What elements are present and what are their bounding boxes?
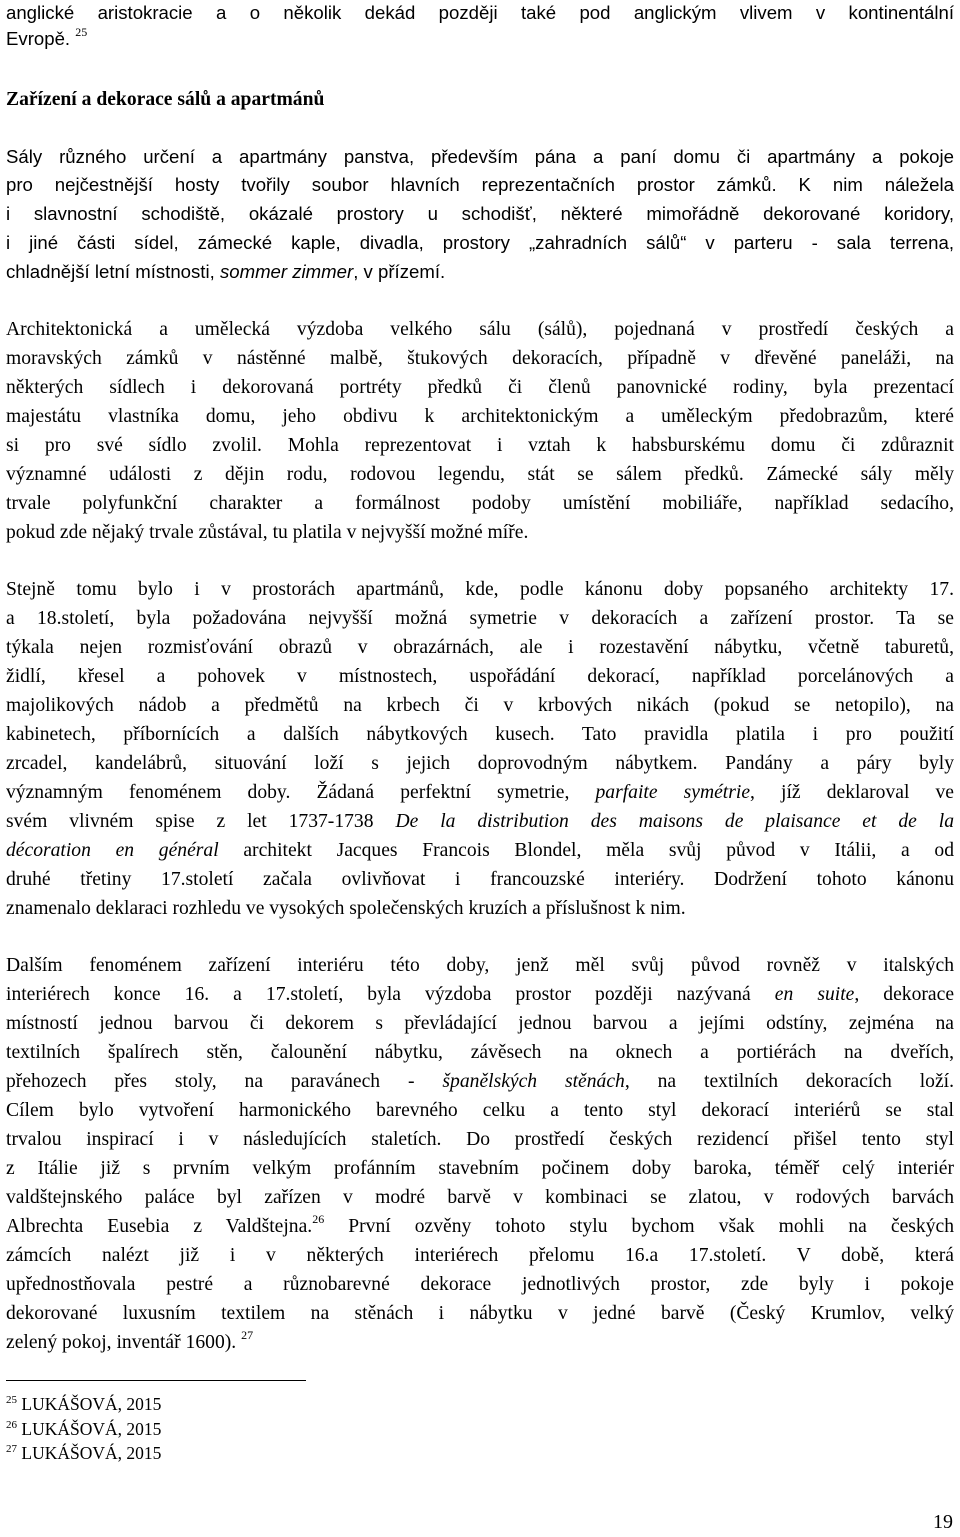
italic-title: décoration en général — [6, 840, 219, 861]
text-line: i slavnostní schodiště, okázalé prostory u schodišť, některé mimořádně dekorované koridory, — [6, 203, 954, 224]
text-line: kabinetech, příbornících a dalších nábytkových kusech. Tato pravidla platila i pro použití — [6, 724, 954, 745]
text-line: textilních špalírech stěn, čalounění nábytku, závěsech na oknech a portiérách na dveřích, — [6, 1042, 954, 1063]
text-line: trvale polyfunkční charakter a formálnost podoby umístění mobiliáře, například sedacího, — [6, 493, 954, 514]
text-line: zámcích nalézt již i v některých interiérech přelomu 16.a 17.století. V době, která — [6, 1245, 954, 1266]
text-line: znamenalo deklaraci rozhledu ve vysokých společenských kruzích a příslušnost k nim. — [6, 898, 686, 919]
text-line — [6, 780, 954, 806]
text-line: majolikových nádob a předmětů na krbech či v krbových nikách (pokud se netopilo), na — [6, 695, 954, 716]
text-span: významným fenoménem doby. Žádaná perfektní symetrie, — [6, 782, 570, 803]
footnote-ref: 25 — [75, 25, 88, 39]
text-line — [6, 809, 954, 835]
text-line: týkala nejen rozmisťování obrazů v obrazárnách, ale i rozestavění nábytku, včetně taburetů, — [6, 637, 954, 658]
text-line: moravských zámků v nástěnné malbě, štukových dekoracích, případně v dřevěné paneláži, na — [6, 348, 954, 369]
text-line — [6, 982, 954, 1008]
footnote — [6, 1393, 161, 1418]
text-line: majestátu vlastníka domu, jeho obdivu k architektonickým a uměleckým předobrazům, které — [6, 406, 954, 427]
footnote — [6, 1418, 161, 1443]
text-line: dekorované luxusním textilem na stěnách i nábytku v jedné barvě (Český Krumlov, velký — [6, 1303, 954, 1324]
text-line: si pro své sídlo zvolil. Mohla reprezentovat i vztah k habsburskému domu či zdůraznit — [6, 435, 954, 456]
text-line: pokud zde nějaký trvale zůstával, tu platila v nejvyšší možné míře. — [6, 522, 529, 543]
text-line — [6, 26, 954, 52]
text-line — [6, 1069, 954, 1095]
text-span: , dekorace — [854, 984, 955, 1005]
text-line: významné události z dějin rodu, rodovou legendu, stát se sálem předků. Zámecké sály měly — [6, 464, 954, 485]
text-line: druhé třetiny 17.století začala ovlivňovat i francouzské interiéry. Dodržení tohoto kánonu — [6, 869, 954, 890]
footnote-separator — [6, 1380, 306, 1381]
page-number: 19 — [933, 1511, 953, 1533]
text-line: i jiné části sídel, zámecké kaple, divadla, prostory „zahradních sálů“ v parteru - sala terrena, — [6, 232, 954, 253]
text-line: Stejně tomu bylo i v prostorách apartmánů, kde, podle kánonu doby popsaného architekty 17. — [6, 579, 954, 600]
text-span: zelený pokoj, inventář 1600). — [6, 1332, 237, 1353]
text-line: zrcadel, kandelábrů, situování loží s jejich doprovodným nábytkem. Pandány a páry byly — [6, 753, 954, 774]
text-line: některých sídlech i dekorovaná portréty předků či členů panovnické rodiny, byla prezentací — [6, 377, 954, 398]
text-line — [6, 1214, 954, 1240]
text-span: architekt Jacques Francois Blondel, měla svůj původ v Itálii, a od — [243, 840, 954, 861]
footnote-number: 26 — [6, 1419, 17, 1431]
footnote-text: LUKÁŠOVÁ, 2015 — [21, 1394, 162, 1414]
text-line: Cílem bylo vytvoření harmonického barevného celku a tento styl dekorací interiérů se stal — [6, 1100, 954, 1121]
text-line: upřednostňovala pestré a různobarevné dekorace jednotlivých prostor, zde byly i pokoje — [6, 1274, 954, 1295]
text-line: z Itálie již s prvním velkým profánním stavebním počinem doby baroka, téměř celý interiér — [6, 1158, 954, 1179]
italic-title: De la distribution des maisons de plaisance et de la — [395, 811, 955, 832]
text-span: První ozvěny tohoto stylu bychom však mohli na českých — [324, 1216, 954, 1237]
text-line: anglické aristokracie a o několik dekád později také pod anglickým vlivem v kontinentální — [6, 2, 954, 23]
footnote — [6, 1442, 161, 1467]
italic-term: parfaite symétrie — [595, 782, 751, 803]
text-span: Albrechta Eusebia z Valdštejna. — [6, 1216, 313, 1237]
text-span: svém vlivném spise z let 1737-1738 — [6, 811, 374, 832]
text-line: trvalou inspirací i v následujících staletích. Do prostředí českých rezidencí přišel tento styl — [6, 1129, 954, 1150]
text-line: pro nejčestnější hosty tvořily soubor hlavních reprezentačních prostor zámků. K nim náležela — [6, 174, 954, 195]
text-line: Sály různého určení a apartmány panstva, především pána a paní domu či apartmány a pokoje — [6, 146, 954, 167]
footnote-ref: 27 — [241, 1328, 254, 1342]
footnote-number: 27 — [6, 1443, 17, 1455]
text-span: , jíž deklaroval ve — [750, 782, 954, 803]
italic-term: sommer zimmer — [219, 261, 354, 282]
text-line: Dalším fenoménem zařízení interiéru této doby, jenž měl svůj původ rovněž v italských — [6, 955, 954, 976]
footnote-text: LUKÁŠOVÁ, 2015 — [21, 1443, 162, 1463]
text-line — [6, 259, 954, 285]
footnote-text: LUKÁŠOVÁ, 2015 — [21, 1419, 162, 1439]
text-line — [6, 1330, 954, 1356]
text-line: židlí, křesel a pohovek v místnostech, uspořádání dekorací, například porcelánových a — [6, 666, 954, 687]
footnote-ref: 26 — [312, 1212, 325, 1226]
text-line: valdštejnského paláce byl zařízen v modré barvě v kombinaci se zlatou, v rodových barvách — [6, 1187, 954, 1208]
text-span: chladnější letní místnosti, — [6, 261, 215, 282]
footnote-number: 25 — [6, 1394, 17, 1406]
text-span: , v přízemí. — [353, 261, 446, 282]
text-span: interiérech konce 16. a 17.století, byla výzdoba prostor později nazývaná — [6, 984, 751, 1005]
text-span: Evropě. — [6, 28, 71, 49]
text-span: , na textilních dekoracích loží. — [624, 1071, 955, 1092]
text-line — [6, 838, 954, 864]
italic-term: en suite — [774, 984, 855, 1005]
text-line: a 18.století, byla požadována nejvyšší možná symetrie v dekoracích a zařízení prostor. Ta se — [6, 608, 954, 629]
section-heading: Zařízení a dekorace sálů a apartmánů — [6, 89, 325, 110]
text-line: Architektonická a umělecká výzdoba velkého sálu (sálů), pojednaná v prostředí českých a — [6, 319, 954, 340]
text-span: přehozech přes stoly, na paravánech - — [6, 1071, 415, 1092]
text-line: místností jednou barvou či dekorem s převládající jednou barvou a jejími odstíny, zejména na — [6, 1013, 954, 1034]
italic-term: španělských stěnách — [442, 1071, 625, 1092]
